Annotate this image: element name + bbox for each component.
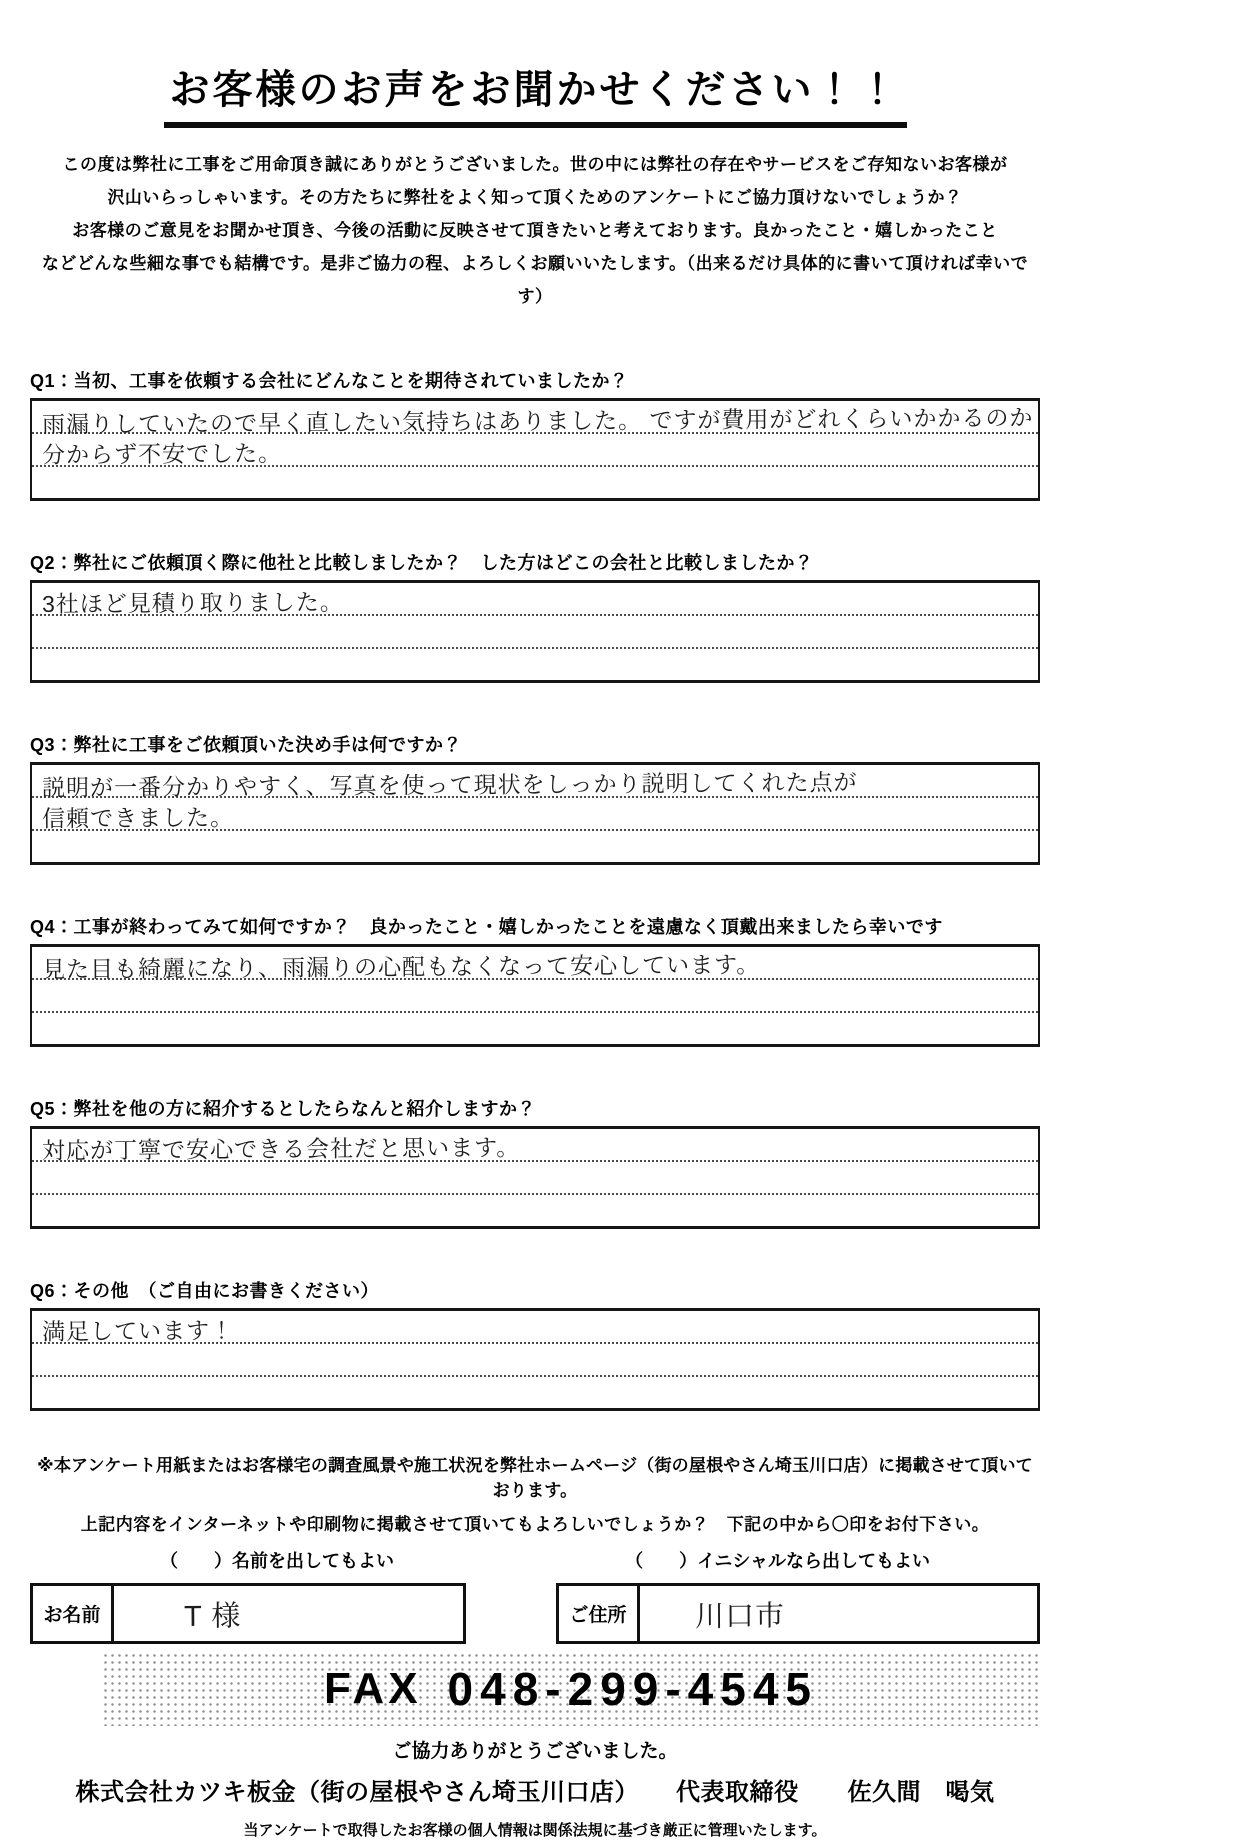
fax-number: 048-299-4545 — [447, 1663, 819, 1715]
question-label-q6: Q6：その他 （ご自由にお書きください） — [30, 1281, 380, 1301]
answer-box-q5 — [30, 1126, 1040, 1229]
answer-line — [32, 401, 1038, 438]
consent-option-name: （ ）名前を出してもよい — [160, 1551, 394, 1571]
intro-line: などどんな些細な事でも結構です。是非ご協力の程、よろしくお願いいたします。（出来るだけ具体的に書いて頂ければ幸いです） — [41, 254, 1029, 306]
answer-line — [32, 1377, 1038, 1408]
answer-line — [32, 467, 1038, 498]
answer-box-q4 — [30, 944, 1040, 1047]
handwritten-answer: 対応が丁寧で安心できる会社だと思います。 — [41, 1134, 521, 1164]
handwritten-answer — [32, 660, 42, 662]
consent-options — [30, 1547, 1040, 1573]
fax-band — [102, 1652, 1040, 1726]
publication-consent — [30, 1451, 1040, 1573]
fax-label: FAX — [323, 1664, 422, 1713]
handwritten-answer — [32, 1173, 42, 1175]
intro-line: 沢山いらっしゃいます。その方たちに弊社をよく知って頂くためのアンケートにご協力頂けないでしょうか？ — [107, 188, 963, 207]
handwritten-answer — [32, 1355, 42, 1357]
handwritten-answer: 見た目も綺麗になり、雨漏りの心配もなくなって安心しています。 — [41, 951, 761, 983]
intro-paragraph — [30, 148, 1040, 313]
answer-line — [32, 1344, 1038, 1377]
name-field-label: お名前 — [30, 1583, 114, 1644]
answer-line — [32, 947, 1038, 983]
question-label-q5: Q5：弊社を他の方に紹介するとしたらなんと紹介しますか？ — [30, 1099, 537, 1119]
page-title: お客様のお声をお聞かせください！！ — [164, 58, 907, 128]
company-line: 株式会社カツキ板金（街の屋根やさん埼玉川口店） 代表取締役 佐久間 喝気 — [75, 1779, 995, 1806]
answer-line — [32, 1013, 1038, 1044]
answer-line — [32, 980, 1038, 1013]
question-label-q1: Q1：当初、工事を依頼する会社にどんなことを期待されていましたか？ — [30, 371, 629, 391]
answer-box-q1 — [30, 398, 1040, 501]
address-field-value-box — [640, 1583, 1040, 1644]
thanks-line: ご協力ありがとうございました。 — [392, 1741, 678, 1762]
answer-box-q6 — [30, 1308, 1040, 1411]
answer-line — [32, 1162, 1038, 1195]
handwritten-answer: 3社ほど見積り取りました。 — [41, 588, 344, 618]
handwritten-answer — [32, 842, 42, 844]
address-field-label: ご住所 — [556, 1583, 640, 1644]
answer-box-q3 — [30, 762, 1040, 865]
name-field — [30, 1583, 466, 1644]
question-section-q4 — [30, 913, 1040, 1047]
privacy-line: 当アンケートで取得したお客様の個人情報は関係法規に基づき厳正に管理いたします。 — [243, 1822, 827, 1839]
question-section-q6 — [30, 1277, 1040, 1411]
question-section-q3 — [30, 731, 1040, 865]
consent-option-initial: （ ）イニシャルなら出してもよい — [625, 1551, 930, 1571]
question-section-q5 — [30, 1095, 1040, 1229]
title-wrap — [30, 58, 1040, 128]
survey-content — [30, 58, 1040, 1840]
handwritten-answer — [32, 1388, 42, 1390]
answer-box-q2 — [30, 580, 1040, 683]
answer-line — [32, 798, 1038, 831]
question-label-q2: Q2：弊社にご依頼頂く際に他社と比較しましたか？ した方はどこの会社と比較しましたか？ — [30, 553, 814, 573]
question-section-q2 — [30, 549, 1040, 683]
consent-note-line1: ※本アンケート用紙またはお客様宅の調査風景や施工状況を弊社ホームページ（街の屋根やさん埼玉川口店）に掲載させて頂いております。 — [37, 1456, 1033, 1500]
customer-fields-row — [30, 1583, 1040, 1644]
handwritten-answer: 信頼できました。 — [41, 804, 235, 832]
question-label-q4: Q4：工事が終わってみて如何ですか？ 良かったこと・嬉しかったことを遠慮なく頂戴出来ましたら幸いです — [30, 917, 943, 937]
answer-line — [32, 1311, 1038, 1344]
question-section-q1 — [30, 367, 1040, 501]
handwritten-answer — [32, 478, 42, 480]
answer-line — [32, 434, 1038, 467]
handwritten-answer: 分からず不安でした。 — [41, 440, 283, 468]
handwritten-answer: 満足しています！ — [41, 1317, 235, 1345]
answer-line — [32, 616, 1038, 649]
handwritten-answer — [32, 1024, 42, 1026]
consent-note-line2: 上記内容をインターネットや印刷物に掲載させて頂いてもよろしいでしょうか？ 下記の中から〇印をお付下さい。 — [80, 1515, 990, 1534]
answer-line — [32, 649, 1038, 680]
answer-line — [32, 1195, 1038, 1226]
answer-line — [32, 831, 1038, 862]
handwritten-answer: 雨漏りしていたので早く直したい気持ちはありました。 ですが費用がどれくらいかかるのか — [41, 404, 1034, 438]
handwritten-answer — [32, 627, 42, 629]
question-label-q3: Q3：弊社に工事をご依頼頂いた決め手は何ですか？ — [30, 735, 463, 755]
intro-line: お客様のご意見をお聞かせ頂き、今後の活動に反映させて頂きたいと考えております。良かったこと・嬉しかったこと — [72, 221, 998, 240]
handwritten-answer — [32, 1206, 42, 1208]
address-field — [556, 1583, 1040, 1644]
handwritten-address: 川口市 — [694, 1600, 786, 1634]
answer-line — [32, 583, 1038, 616]
answer-line — [32, 1129, 1038, 1162]
answer-line — [32, 765, 1038, 801]
name-field-value-box — [114, 1583, 466, 1644]
handwritten-name: T 様 — [183, 1600, 242, 1633]
intro-line: この度は弊社に工事をご用命頂き誠にありがとうございました。世の中には弊社の存在やサービスをご存知ないお客様が — [62, 155, 1008, 174]
handwritten-answer — [32, 991, 42, 993]
handwritten-answer: 説明が一番分かりやすく、写真を使って現状をしっかり説明してくれた点が — [41, 769, 858, 801]
